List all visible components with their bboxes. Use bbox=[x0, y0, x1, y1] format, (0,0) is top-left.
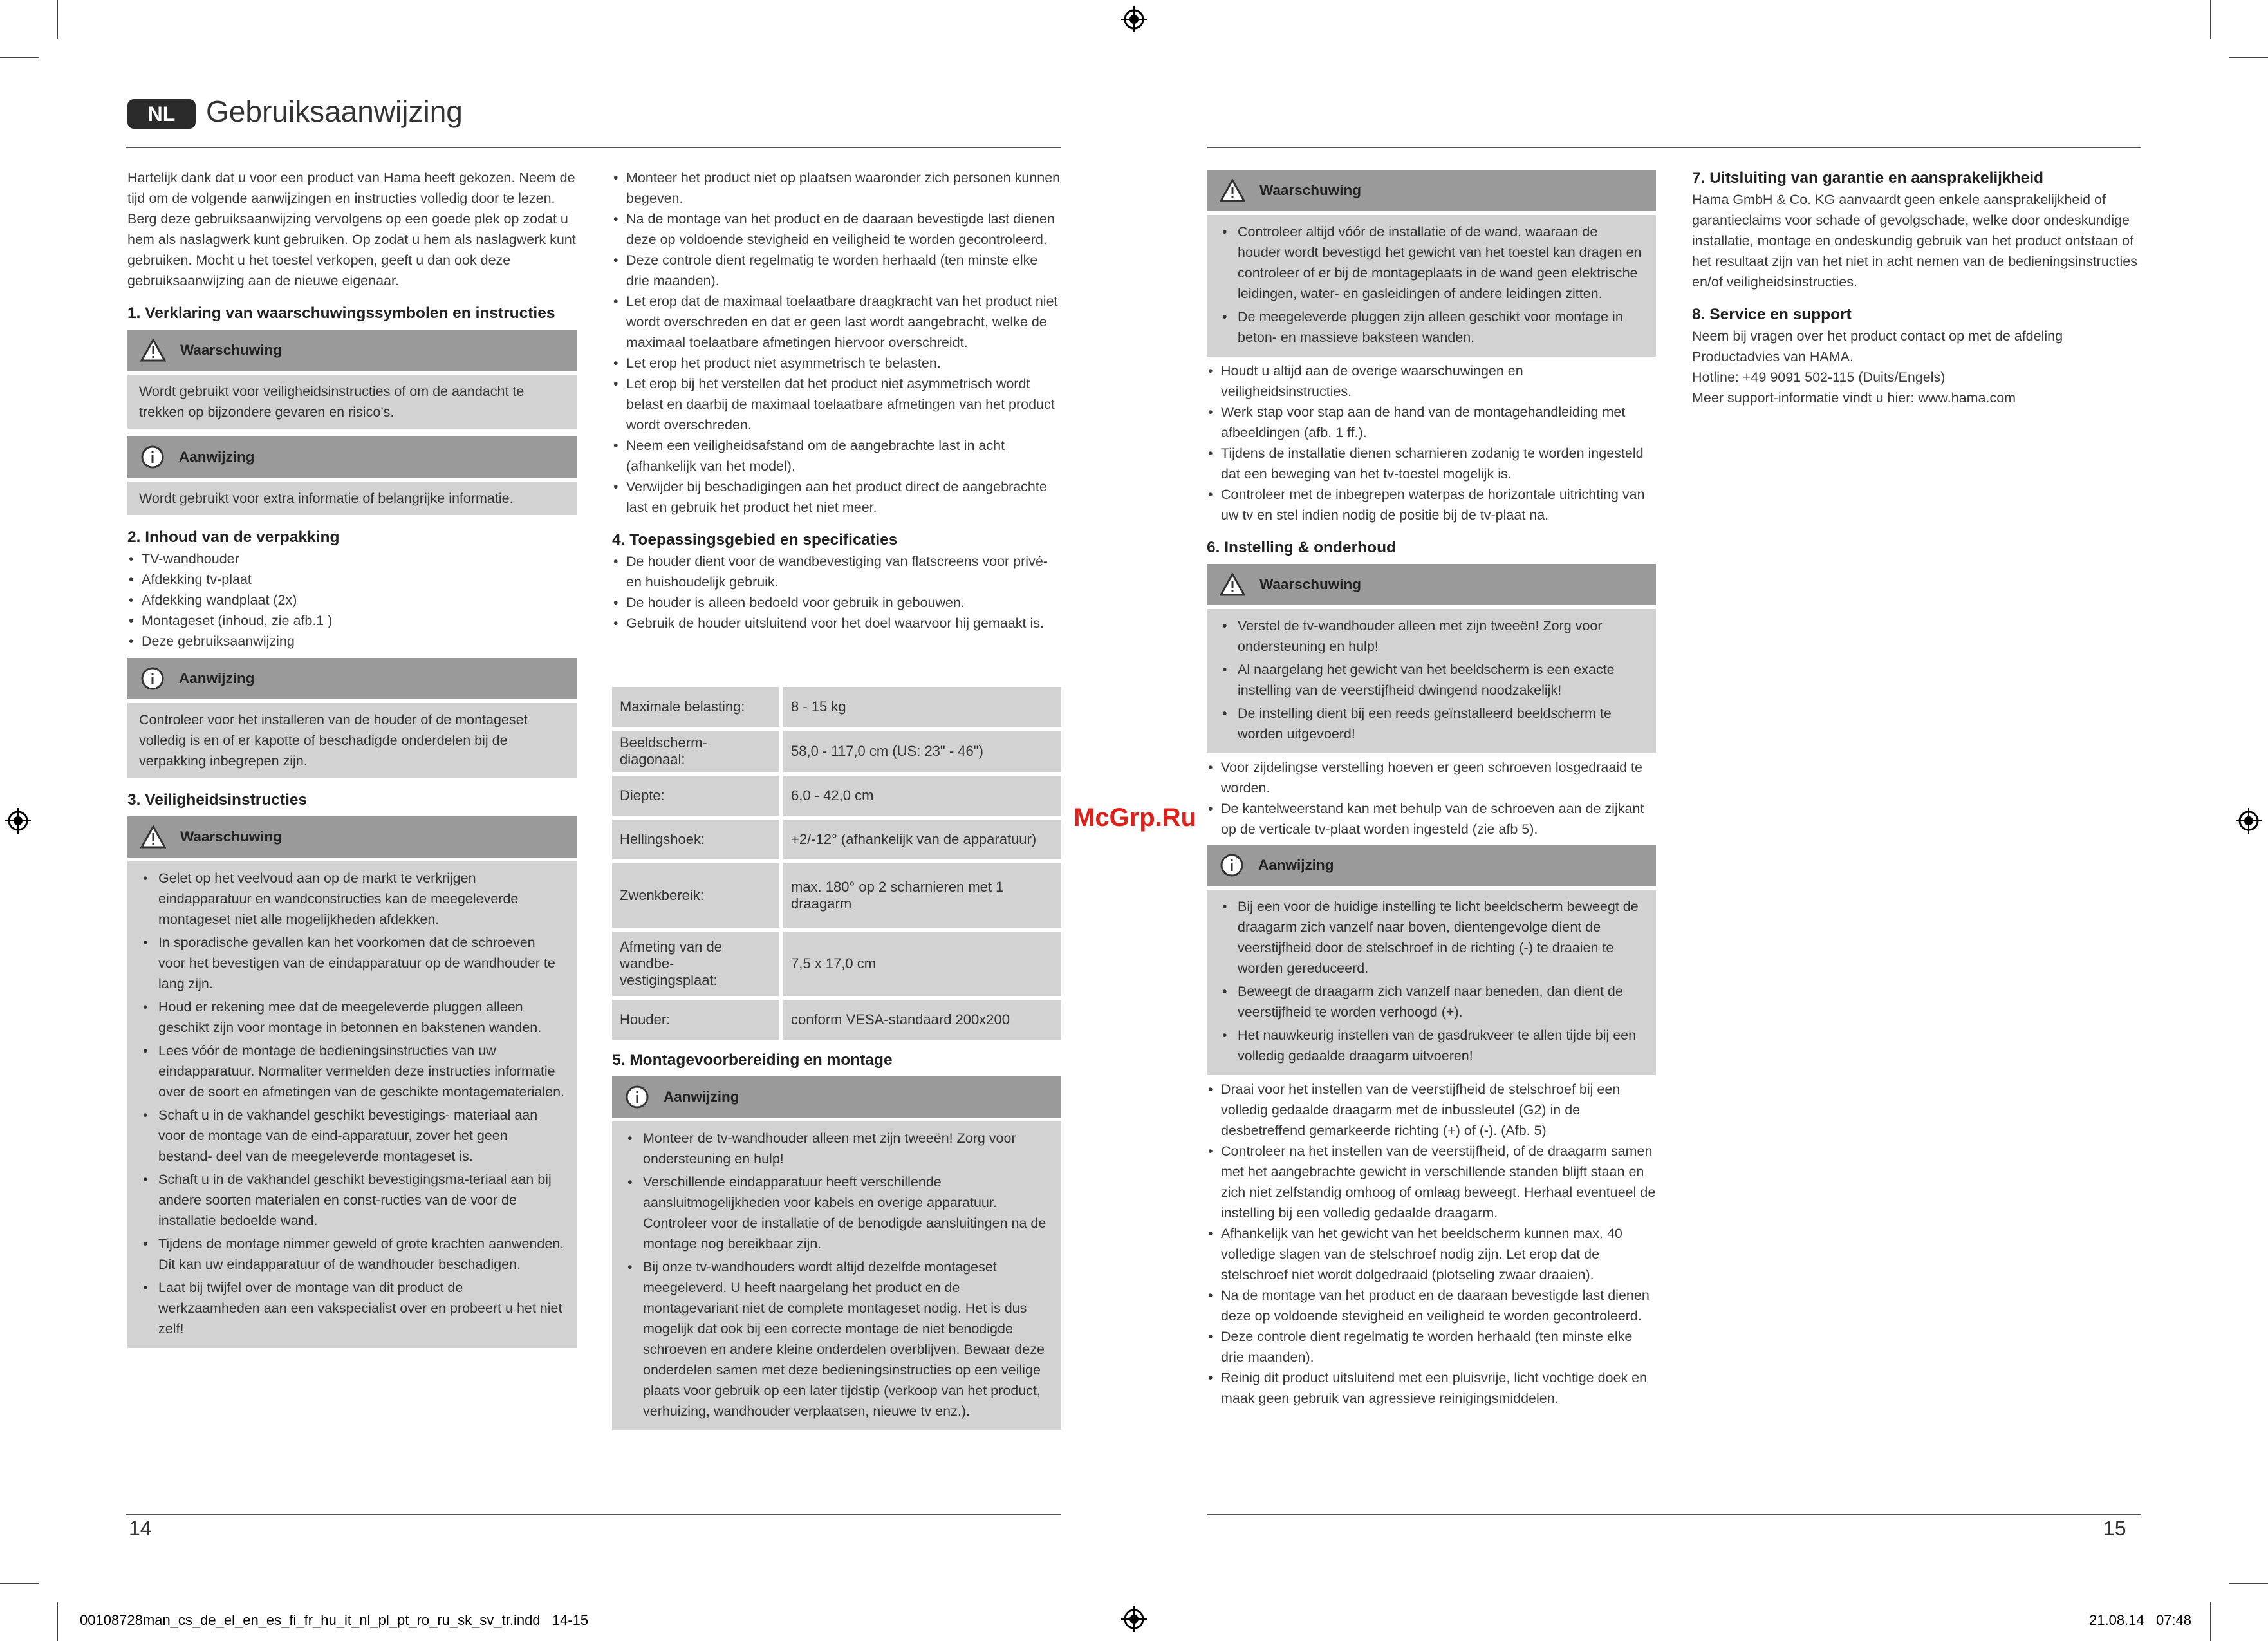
list-item: • Werk stap voor stap aan de hand van de montagehandleiding met afbeeldingen (afb. 1 ff.). bbox=[1207, 402, 1656, 443]
warning-label: Waarschuwing bbox=[1259, 182, 1361, 198]
list-item: • In sporadische gevallen kan het voorkomen dat de schroeven voor het bevestigen van de eindapparatuur op de wandhouder te lang zijn. bbox=[139, 932, 565, 994]
note-label: Aanwijzing bbox=[179, 449, 255, 465]
crop-mark bbox=[2229, 1583, 2268, 1584]
list-item: • Tijdens de installatie dienen scharnieren zodanig te worden ingesteld dat een beweging van het tv-toestel mogelijk is. bbox=[1207, 443, 1656, 484]
footer-rule bbox=[1207, 1514, 2141, 1515]
crop-mark bbox=[2229, 57, 2268, 58]
note-box-body bbox=[612, 1121, 1061, 1430]
spec-label: Zwenkbereik: bbox=[612, 863, 783, 928]
list-item: • De houder is alleen bedoeld voor gebruik in gebouwen. bbox=[612, 592, 1061, 613]
crop-mark bbox=[0, 57, 39, 58]
list-item: • Verstel de tv-wandhouder alleen met zijn tweeën! Zorg voor ondersteuning en hulp! bbox=[1218, 615, 1644, 657]
list-item: • Deze gebruiksaanwijzing bbox=[127, 631, 577, 652]
intro-text: Hartelijk dank dat u voor een product van Hama heeft gekozen. Neem de tijd om de volgende aanwijzingen en instructies volledig door te lezen. Berg deze gebruiksaanwijzing vervolgens op een goede plek op zodat u hem als naslagwerk kunt gebruiken. Op zodat u hem als naslagwerk kunt gebruiken. Mocht u het toestel verkopen, geeft u dan ook deze gebruiksaanwijzing aan de nieuwe eigenaar. bbox=[127, 170, 576, 288]
list-item: • Het nauwkeurig instellen van de gasdrukveer te allen tijde bij een volledig gedaalde draagarm uitvoeren! bbox=[1218, 1025, 1644, 1066]
header-rule bbox=[1207, 147, 2141, 148]
warning-box-body bbox=[127, 861, 577, 1348]
section-7-title: 7. Uitsluiting van garantie en aansprakelijkheid bbox=[1692, 169, 2043, 187]
spec-label: Maximale belasting: bbox=[612, 687, 783, 727]
watermark: McGrp.Ru bbox=[1074, 803, 1197, 832]
note-box-header bbox=[1207, 845, 1656, 886]
spec-value: 7,5 x 17,0 cm bbox=[783, 932, 1061, 996]
spec-value: 6,0 - 42,0 cm bbox=[783, 776, 1061, 816]
service-line: Productadvies van HAMA. bbox=[1692, 349, 1854, 364]
warning-triangle-icon bbox=[1220, 179, 1245, 202]
warning-label: Waarschuwing bbox=[180, 342, 282, 358]
list-item: • Let erop het product niet asymmetrisch te belasten. bbox=[612, 353, 1061, 373]
list-item: • Monteer het product niet op plaatsen waaronder zich personen kunnen begeven. bbox=[612, 167, 1061, 209]
package-contents-list bbox=[127, 549, 577, 652]
registration-mark-icon bbox=[1121, 1606, 1147, 1632]
list-item: • Deze controle dient regelmatig te worden herhaald (ten minste elke drie maanden). bbox=[612, 250, 1061, 291]
list-item: • Bij onze tv-wandhouders wordt altijd dezelfde montageset meegeleverd. U heeft naargelang het product en de montagevariant niet de complete montageset nodig. Het is dus mogelijk dat ook bij een correcte montage de niet benodigde schroeven en andere kleine onderdelen overblijven. Bewaar deze onderdelen samen met deze bedieningsinstructies op een veilige plaats voor gebruik op een later tijdstip (verkoop van het product, verhuizing, wandhouder verplaatsen, nieuwe tv enz.). bbox=[624, 1257, 1050, 1421]
service-line: Meer support-informatie vindt u hier: www.hama.com bbox=[1692, 390, 2016, 406]
list-item: • Afhankelijk van het gewicht van het beeldscherm kunnen max. 40 volledige slagen van de stelschroef nodig zijn. Let erop dat de stelschroef niet wordt dolgedraaid (plotseling zwaar draaien). bbox=[1207, 1223, 1656, 1285]
list-item: • Schaft u in de vakhandel geschikt bevestigings- materiaal aan voor de montage van de eind-apparatuur, zover het geen bestand- deel van de meegeleverde montageset is. bbox=[139, 1105, 565, 1167]
list-item: • De kantelweerstand kan met behulp van de schroeven aan de zijkant op de verticale tv-plaat worden ingesteld (zie afb 5). bbox=[1207, 798, 1656, 839]
page-number-right: 15 bbox=[2103, 1517, 2126, 1540]
spec-label: Beeldscherm-diagonaal: bbox=[612, 731, 783, 772]
crop-mark bbox=[2210, 0, 2211, 39]
service-line: Hotline: +49 9091 502-115 (Duits/Engels) bbox=[1692, 370, 1946, 385]
list-item: • Schaft u in de vakhandel geschikt bevestigingsma-teriaal aan bij andere soorten materialen en const-ructies van de voor de installatie bedoelde wand. bbox=[139, 1169, 565, 1231]
note-label: Aanwijzing bbox=[664, 1089, 739, 1105]
section-3-title: 3. Veiligheidsinstructies bbox=[127, 791, 308, 809]
section-2-title: 2. Inhoud van de verpakking bbox=[127, 529, 340, 546]
warning-box-body bbox=[1207, 215, 1656, 357]
list-item: • Houd er rekening mee dat de meegeleverde pluggen alleen geschikt zijn voor montage in betonnen en bakstenen wanden. bbox=[139, 997, 565, 1038]
list-item: • Montageset (inhoud, zie afb.1 ) bbox=[127, 610, 577, 631]
list-item: • TV-wandhouder bbox=[127, 549, 577, 569]
page-title: Gebruiksaanwijzing bbox=[206, 95, 463, 128]
spec-label: Afmeting van de wandbe-vestigingsplaat: bbox=[612, 932, 783, 996]
note-label: Aanwijzing bbox=[179, 670, 255, 686]
list-item: • Lees vóór de montage de bedieningsinstructies van uw eindapparatuur. Normaliter vermelden deze instructies informatie over de soort en afmetingen van de geschikte montagematerialen. bbox=[139, 1040, 565, 1102]
list-item: • Laat bij twijfel over de montage van dit product de werkzaamheden aan een vakspecialist over en probeert u het niet zelf! bbox=[139, 1277, 565, 1339]
info-circle-icon bbox=[140, 445, 165, 469]
list-item: • Na de montage van het product en de daaraan bevestigde last dienen deze op voldoende stevigheid en veiligheid te worden gecontroleerd. bbox=[612, 209, 1061, 250]
warning-box-header bbox=[1207, 170, 1656, 211]
list-item: • Neem een veiligheidsafstand om de aangebrachte last in acht (afhankelijk van het model). bbox=[612, 435, 1061, 476]
column-3 bbox=[1207, 170, 1656, 1409]
footer-rule bbox=[126, 1514, 1061, 1515]
list-item: • Beweegt de draagarm zich vanzelf naar beneden, dan dient de veerstijfheid te worden verhoogd (+). bbox=[1218, 981, 1644, 1022]
list-item: • De meegeleverde pluggen zijn alleen geschikt voor montage in beton- en massieve baksteen wanden. bbox=[1218, 306, 1644, 348]
spec-value: +2/-12° (afhankelijk van de apparatuur) bbox=[783, 820, 1061, 859]
page-number-left: 14 bbox=[129, 1517, 152, 1540]
language-badge: NL bbox=[127, 99, 196, 129]
spec-value: max. 180° op 2 scharnieren met 1 draagarm bbox=[783, 863, 1061, 928]
list-item: • Draai voor het instellen van de veerstijfheid de stelschroef bij een volledig gedaalde draagarm met de inbussleutel (G2) in de desbetreffend gemarkeerde richting (+) of (-). (Afb. 5) bbox=[1207, 1079, 1656, 1141]
crop-mark bbox=[57, 1602, 58, 1641]
section-8-title: 8. Service en support bbox=[1692, 306, 1852, 323]
section-6-title: 6. Instelling & onderhoud bbox=[1207, 539, 1396, 556]
section-1-title: 1. Verklaring van waarschuwingssymbolen en instructies bbox=[127, 305, 555, 322]
mounting-list bbox=[1207, 361, 1656, 525]
list-item: • Afdekking wandplaat (2x) bbox=[127, 590, 577, 610]
list-item: • Houdt u altijd aan de overige waarschuwingen en veiligheidsinstructies. bbox=[1207, 361, 1656, 402]
table-row bbox=[612, 863, 1061, 928]
list-item: • Verschillende eindapparatuur heeft verschillende aansluitmogelijkheden voor kabels en overige apparatuur. Controleer voor de installatie of de benodigde aansluitingen na de montage nog bereikbaar zijn. bbox=[624, 1172, 1050, 1254]
print-file-name: 00108728man_cs_de_el_en_es_fi_fr_hu_it_nl_pl_pt_ro_ru_sk_sv_tr.indd 14-15 bbox=[80, 1612, 589, 1628]
note-box-header bbox=[612, 1076, 1061, 1118]
crop-mark bbox=[2210, 1602, 2211, 1641]
registration-mark-icon bbox=[5, 808, 31, 834]
info-circle-icon bbox=[140, 666, 165, 691]
warning-box-body: Wordt gebruikt voor veiligheidsinstructies of om de aandacht te trekken op bijzondere gevaren en risico’s. bbox=[127, 375, 577, 429]
list-item: • De instelling dient bij een reeds geïnstalleerd beeldscherm te worden uitgevoerd! bbox=[1218, 703, 1644, 744]
warning-label: Waarschuwing bbox=[180, 829, 282, 845]
spec-label: Diepte: bbox=[612, 776, 783, 816]
list-item: • Reinig dit product uitsluitend met een pluisvrije, licht vochtige doek en maak geen gebruik van agressieve reinigingsmiddelen. bbox=[1207, 1367, 1656, 1409]
safety-list-continued bbox=[612, 167, 1061, 518]
table-row bbox=[612, 932, 1061, 996]
warning-triangle-icon bbox=[140, 825, 166, 849]
list-item: • Controleer met de inbegrepen waterpas de horizontale uitrichting van uw tv en stel indien nodig de positie bij de tv-plaat na. bbox=[1207, 484, 1656, 525]
column-4 bbox=[1692, 167, 2141, 408]
crop-mark bbox=[0, 1583, 39, 1584]
note-box-body: Wordt gebruikt voor extra informatie of belangrijke informatie. bbox=[127, 482, 577, 515]
list-item: • Monteer de tv-wandhouder alleen met zijn tweeën! Zorg voor ondersteuning en hulp! bbox=[624, 1128, 1050, 1169]
list-item: • Al naargelang het gewicht van het beeldscherm is een exacte instelling van de veerstijfheid dwingend noodzakelijk! bbox=[1218, 659, 1644, 700]
note-box-body: Controleer voor het installeren van de houder of de montageset volledig is en of er kapotte of beschadigde onderdelen bij de verpakking inbegrepen zijn. bbox=[127, 703, 577, 778]
warning-box-header bbox=[1207, 564, 1656, 605]
spec-label: Hellingshoek: bbox=[612, 820, 783, 859]
service-line: Neem bij vragen over het product contact op met de afdeling bbox=[1692, 328, 2063, 344]
list-item: • Let erop dat de maximaal toelaatbare draagkracht van het product niet wordt overschreden en dat er geen last wordt aangebracht, welke de maximaal toelaatbare afmetingen hiervoor overschreidt. bbox=[612, 291, 1061, 353]
note-label: Aanwijzing bbox=[1258, 857, 1334, 873]
specifications-table bbox=[612, 683, 1061, 1044]
crop-mark bbox=[57, 0, 58, 39]
adjustment-list bbox=[1207, 757, 1656, 839]
list-item: • Voor zijdelingse verstelling hoeven er geen schroeven losgedraaid te worden. bbox=[1207, 757, 1656, 798]
table-row bbox=[612, 776, 1061, 816]
list-item: • Deze controle dient regelmatig te worden herhaald (ten minste elke drie maanden). bbox=[1207, 1326, 1656, 1367]
list-item: • Let erop bij het verstellen dat het product niet asymmetrisch wordt belast en daarbij de maximaal toelaatbare afmetingen van het product wordt overschreden. bbox=[612, 373, 1061, 435]
spec-label: Houder: bbox=[612, 1000, 783, 1040]
note-box-header bbox=[127, 436, 577, 478]
spec-value: conform VESA-standaard 200x200 bbox=[783, 1000, 1061, 1040]
list-item: • Controleer altijd vóór de installatie of de wand, waaraan de houder wordt bevestigd het gewicht van het toestel kan dragen en controleer of er bij de montageplaats in de wand geen elektrische leidingen, water- en gasleidingen of andere leidingen zitten. bbox=[1218, 221, 1644, 304]
table-row bbox=[612, 687, 1061, 727]
list-item: • Gelet op het veelvoud aan op de markt te verkrijgen eindapparatuur en wandconstructies kan de meegeleverde montageset niet alle mogelijkheden afdekken. bbox=[139, 868, 565, 930]
registration-mark-icon bbox=[2236, 808, 2262, 834]
table-row bbox=[612, 1000, 1061, 1040]
application-list bbox=[612, 551, 1061, 633]
info-circle-icon bbox=[625, 1085, 649, 1109]
column-2-lower bbox=[612, 1049, 1061, 1430]
table-row bbox=[612, 820, 1061, 859]
warning-label: Waarschuwing bbox=[1259, 576, 1361, 592]
print-date: 21.08.14 07:48 bbox=[2089, 1612, 2192, 1628]
maintenance-list bbox=[1207, 1079, 1656, 1409]
list-item: • Controleer na het instellen van de veerstijfheid, of de draagarm samen met het aangebrachte gewicht in verschillende standen blijft staan en zich niet zelfstandig omhoog of omlaag beweegt. Herhaal eventueel de instelling bij een volledig gedaalde draagarm. bbox=[1207, 1141, 1656, 1223]
section-4-title: 4. Toepassingsgebied en specificaties bbox=[612, 531, 898, 549]
list-item: • Verwijder bij beschadigingen aan het product direct de aangebrachte last en gebruik het product het niet meer. bbox=[612, 476, 1061, 518]
registration-mark-icon bbox=[1121, 6, 1147, 32]
spec-value: 58,0 - 117,0 cm (US: 23" - 46") bbox=[783, 731, 1061, 772]
warning-box-body bbox=[1207, 609, 1656, 753]
section-5-title: 5. Montagevoorbereiding en montage bbox=[612, 1051, 893, 1069]
note-box-body bbox=[1207, 890, 1656, 1075]
warranty-text: Hama GmbH & Co. KG aanvaardt geen enkele aansprakelijkheid of garantieclaims voor schade of gevolgschade, welke door ondeskundige installatie, montage en ondeskundig gebruik van het product ontstaan of het resultaat zijn van het niet in acht nemen van de bedieningsinstructies en/of veiligheidsinstructies. bbox=[1692, 192, 2138, 290]
column-2 bbox=[612, 167, 1061, 633]
warning-box-header bbox=[127, 330, 577, 371]
spec-value: 8 - 15 kg bbox=[783, 687, 1061, 727]
warning-triangle-icon bbox=[1220, 573, 1245, 596]
list-item: • Bij een voor de huidige instelling te licht beeldscherm beweegt de draagarm zich vanzelf naar boven, dientengevolge dient de veerstijfheid door de stelschroef in de richting (-) te draaien te worden gereduceerd. bbox=[1218, 896, 1644, 979]
column-1 bbox=[127, 167, 577, 1348]
warning-triangle-icon bbox=[140, 339, 166, 362]
info-circle-icon bbox=[1220, 853, 1244, 877]
list-item: • Afdekking tv-plaat bbox=[127, 569, 577, 590]
note-box-header bbox=[127, 658, 577, 699]
list-item: • Tijdens de montage nimmer geweld of grote krachten aanwenden. Dit kan uw eindapparatuur of de wandhouder beschadigen. bbox=[139, 1233, 565, 1275]
list-item: • Gebruik de houder uitsluitend voor het doel waarvoor hij gemaakt is. bbox=[612, 613, 1061, 633]
table-row bbox=[612, 731, 1061, 772]
warning-box-header bbox=[127, 816, 577, 858]
list-item: • De houder dient voor de wandbevestiging van flatscreens voor privé- en huishoudelijk gebruik. bbox=[612, 551, 1061, 592]
list-item: • Na de montage van het product en de daaraan bevestigde last dienen deze op voldoende stevigheid en veiligheid te worden gecontroleerd. bbox=[1207, 1285, 1656, 1326]
header-rule bbox=[126, 147, 1061, 148]
